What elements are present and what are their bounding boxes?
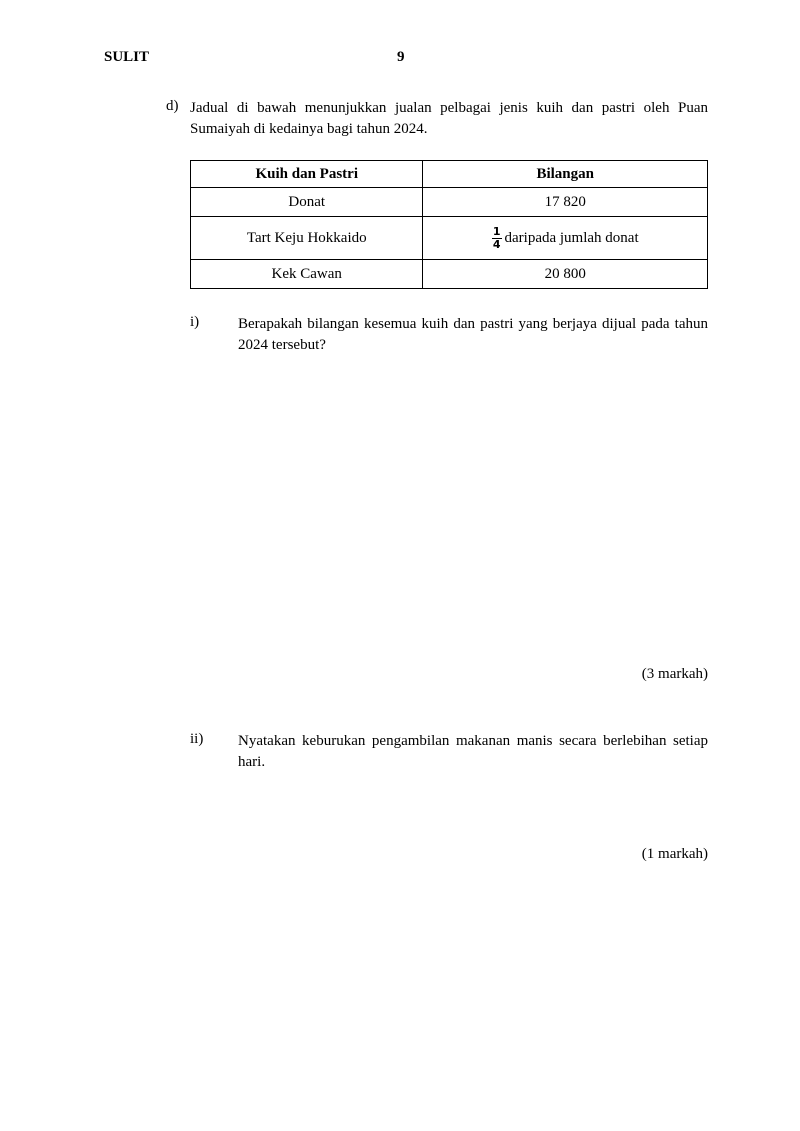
header-item: Kuih dan Pastri	[191, 161, 423, 188]
cell-count: 17 820	[423, 188, 708, 217]
cell-item: Tart Keju Hokkaido	[191, 217, 423, 260]
table-row	[191, 188, 708, 217]
subquestion-i-text: Berapakah bilangan kesemua kuih dan pastri yang berjaya dijual pada tahun 2024 tersebut?	[238, 316, 708, 353]
fraction-denominator: 4	[492, 237, 501, 251]
subquestion-ii-marks: (1 markah)	[641, 846, 708, 862]
table-row	[191, 260, 708, 289]
table-row	[191, 217, 708, 260]
cell-item: Donat	[191, 188, 423, 217]
fraction	[492, 226, 502, 251]
cell-count-text: daripada jumlah donat	[504, 229, 639, 246]
subquestion-ii-text: Nyatakan keburukan pengambilan makanan manis secara berlebihan setiap hari.	[238, 733, 708, 770]
header-count: Bilangan	[423, 161, 708, 188]
cell-count	[423, 217, 708, 260]
subquestion-i-marks: (3 markah)	[641, 666, 708, 682]
subquestion-ii-label: ii)	[190, 731, 204, 747]
cell-count: 20 800	[423, 260, 708, 289]
table-header-row	[191, 161, 708, 188]
subquestion-i-label: i)	[190, 314, 200, 330]
cell-item: Kek Cawan	[191, 260, 423, 289]
sales-table	[190, 160, 708, 289]
question-text: Jadual di bawah menunjukkan jualan pelbagai jenis kuih dan pastri oleh Puan Sumaiyah di kedainya bagi tahun 2024.	[190, 100, 708, 137]
page-number: 9	[397, 49, 405, 65]
question-label: d)	[166, 98, 179, 114]
fraction-numerator: 1	[492, 224, 501, 238]
header-sulit: SULIT	[104, 49, 150, 65]
